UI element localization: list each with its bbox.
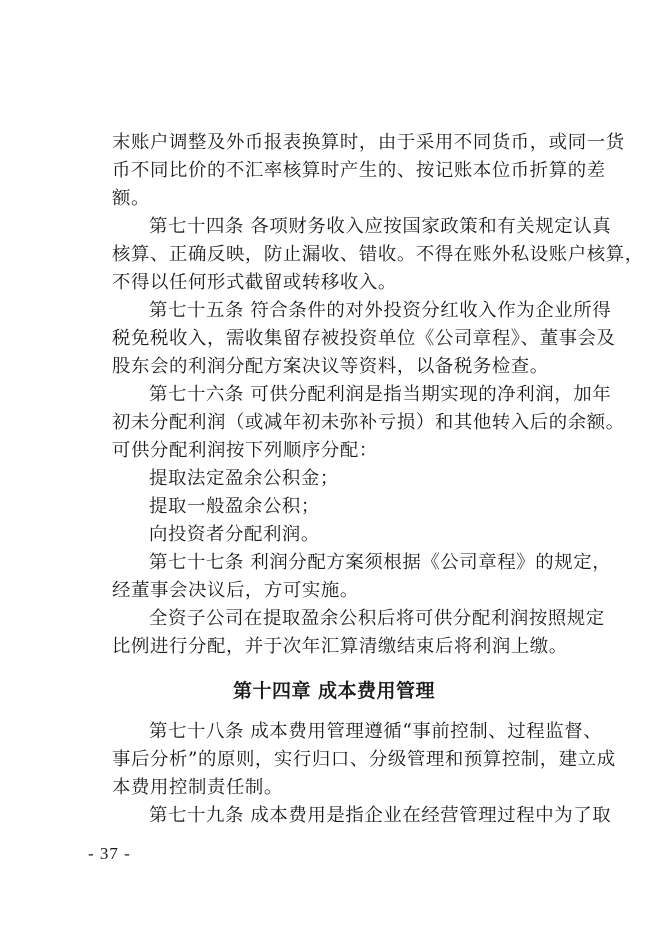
text-line: 额。	[112, 188, 150, 209]
text-line: 比例进行分配，并于次年汇算清缴结束后将利润上缴。	[112, 636, 568, 657]
article-75-line: 第七十五条 符合条件的对外投资分红收入作为企业所得	[149, 300, 612, 321]
text-line: 全资子公司在提取盈余公积后将可供分配利润按照规定	[149, 608, 605, 629]
text-line: 事后分析”的原则，实行归口、分级管理和预算控制，建立成	[112, 749, 616, 770]
text-line: 币不同比价的不汇率核算时产生的、按记账本位币折算的差	[112, 160, 606, 181]
text-line: 末账户调整及外币报表换算时，由于采用不同货币，或同一货	[112, 132, 625, 153]
article-77-line: 第七十七条 利润分配方案须根据《公司章程》的规定，	[149, 552, 612, 573]
text-line: 本费用控制责任制。	[112, 777, 283, 798]
text-line: 股东会的利润分配方案决议等资料，以备税务检查。	[112, 356, 549, 377]
article-78-line: 第七十八条 成本费用管理遵循“事前控制、过程监督、	[149, 721, 603, 742]
list-item: 向投资者分配利润。	[149, 524, 320, 545]
article-79-line: 第七十九条 成本费用是指企业在经营管理过程中为了取	[149, 805, 612, 826]
text-line: 经董事会决议后，方可实施。	[112, 580, 359, 601]
text-line: 不得以任何形式截留或转移收入。	[112, 272, 397, 293]
text-line: 初未分配利润（或减年初未弥补亏损）和其他转入后的余额。	[112, 412, 625, 433]
article-74-line: 第七十四条 各项财务收入应按国家政策和有关规定认真	[149, 216, 612, 237]
list-item: 提取法定盈余公积金；	[149, 468, 339, 489]
chapter-heading: 第十四章 成本费用管理	[232, 680, 436, 702]
article-76-line: 第七十六条 可供分配利润是指当期实现的净利润，加年	[149, 384, 612, 405]
text-line: 核算、正确反映，防止漏收、错收。不得在账外私设账户核算，	[112, 244, 644, 265]
page-number: - 37 -	[88, 844, 131, 863]
text-line: 可供分配利润按下列顺序分配：	[112, 440, 378, 461]
text-line: 税免税收入，需收集留存被投资单位《公司章程》、董事会及	[112, 328, 616, 349]
list-item: 提取一般盈余公积；	[149, 496, 320, 517]
